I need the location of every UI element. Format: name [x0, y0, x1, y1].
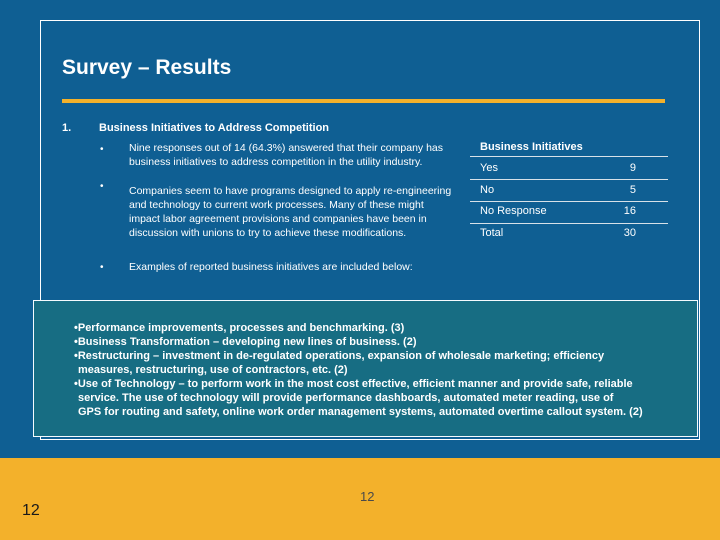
- example-line: measures, restructuring, use of contractors, etc. (2): [78, 364, 348, 376]
- business-initiatives-examples-panel: [33, 300, 698, 437]
- table-row-no-response: [480, 205, 658, 223]
- table-row-value: 16: [623, 205, 636, 217]
- table-divider: [470, 201, 668, 202]
- table-row-value: 30: [623, 227, 636, 239]
- item-number: 1.: [62, 122, 72, 134]
- table-heading: Business Initiatives: [480, 141, 583, 153]
- bullet-text-2: Companies seem to have programs designed to apply re-engineering and technology to current work processes. Many of these might impact labor agreement provisions and companies have been in discussion with unions to try to achieve these modifications.: [129, 185, 452, 239]
- table-row-label: Yes: [480, 162, 498, 174]
- slide-title: Survey – Results: [62, 56, 232, 79]
- table-row-total: [480, 227, 658, 245]
- table-divider: [470, 179, 668, 180]
- examples-list: [74, 321, 696, 419]
- title-rule: [62, 99, 665, 103]
- bullet-text-3: Examples of reported business initiatives are included below:: [129, 261, 413, 273]
- footer-slide-number-center: 12: [360, 489, 375, 504]
- bullet-marker: •: [100, 181, 104, 192]
- example-line: •Use of Technology – to perform work in the most cost effective, efficient manner and provide safe, reliable: [74, 378, 633, 390]
- table-divider: [470, 156, 668, 157]
- item-heading: Business Initiatives to Address Competition: [99, 122, 330, 134]
- table-row-no: [480, 184, 658, 202]
- table-row-value: 9: [629, 162, 636, 174]
- example-line: GPS for routing and safety, online work order management systems, automated overtime callout system. (2): [78, 406, 643, 418]
- table-row-value: 5: [629, 184, 636, 196]
- slide-footer: [0, 458, 720, 540]
- table-divider: [470, 223, 668, 224]
- bullet-text-1: Nine responses out of 14 (64.3%) answered that their company has business initiatives to address competition in the utility industry.: [129, 142, 444, 168]
- business-initiatives-table: [470, 134, 668, 244]
- table-row-label: No: [480, 184, 495, 196]
- example-line: service. The use of technology will provide performance dashboards, automated meter reading, use of: [78, 392, 614, 404]
- table-row-yes: [480, 162, 658, 180]
- example-line: •Performance improvements, processes and benchmarking. (3): [74, 322, 405, 334]
- example-line: •Restructuring – investment in de-regulated operations, expansion of wholesale marketing; efficiency: [74, 350, 605, 362]
- bullet-marker: •: [100, 144, 104, 155]
- bullet-marker: •: [100, 262, 104, 273]
- example-line: •Business Transformation – developing new lines of business. (2): [74, 336, 417, 348]
- table-row-label: Total: [480, 227, 504, 239]
- footer-slide-number-left: 12: [22, 502, 40, 519]
- table-row-label: No Response: [480, 205, 547, 217]
